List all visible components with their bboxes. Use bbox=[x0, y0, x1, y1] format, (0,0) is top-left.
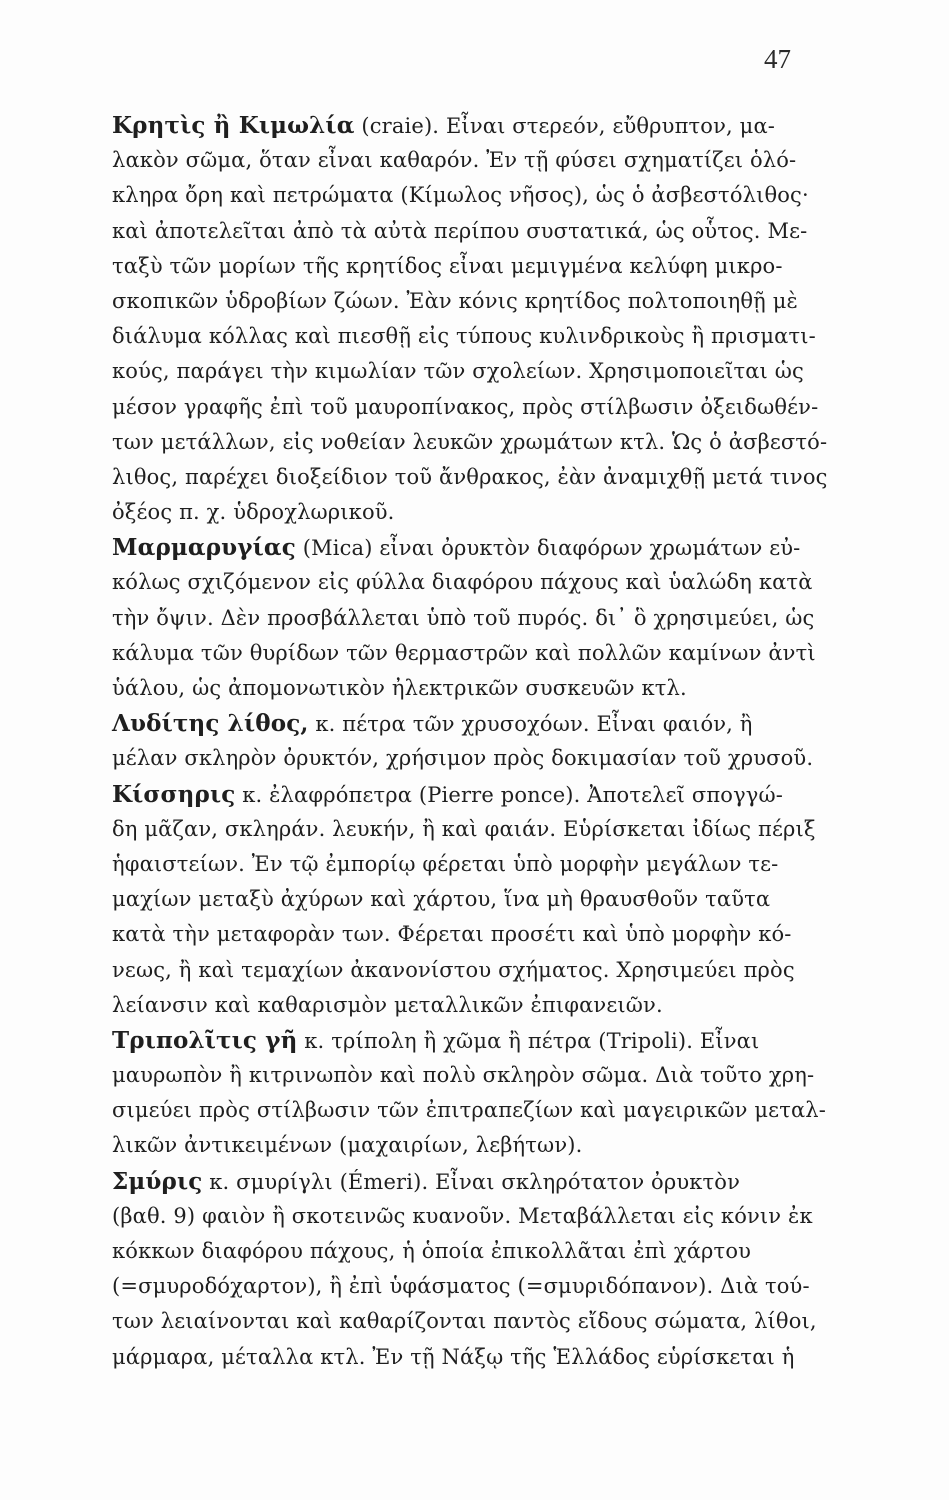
text-line: ἡφαιστείων. Ἐν τῷ ἐμπορίῳ φέρεται ὑπὸ μορφὴν μεγάλων τε- bbox=[112, 851, 779, 876]
text-line: λακὸν σῶμα, ὅταν εἶναι καθαρόν. Ἐν τῇ φύσει σχηματίζει ὁλό- bbox=[112, 148, 797, 173]
text-line: καὶ ἀποτελεῖται ἀπὸ τὰ αὐτὰ περίπου συστατικά, ὡς οὗτος. Με- bbox=[112, 218, 808, 243]
entry-first-line bbox=[112, 530, 800, 565]
entry-text: κ. πέτρα τῶν χρυσοχόων. Εἶναι φαιόν, ἢ bbox=[308, 712, 753, 737]
text-line: (=σμυροδόχαρτον), ἢ ἐπὶ ὑφάσματος (=σμυριδόπανον). Διὰ τού- bbox=[112, 1274, 810, 1299]
text-line: κάλυμα τῶν θυρίδων τῶν θερμαστρῶν καὶ πολλῶν καμίνων ἀντὶ bbox=[112, 640, 816, 665]
text-line: δη μᾶζαν, σκληράν. λευκήν, ἢ καὶ φαιάν. Εὑρίσκεται ἰδίως πέριξ bbox=[112, 816, 816, 841]
text-line: ὀξέος π. χ. ὑδροχλωρικοῦ. bbox=[112, 500, 395, 525]
page-body-text bbox=[112, 108, 828, 1375]
entry-first-line bbox=[112, 108, 800, 143]
text-line: σκοπικῶν ὑδροβίων ζώων. Ἐὰν κόνις κρητίδος πολτοποιηθῇ μὲ bbox=[112, 288, 798, 313]
text-line: κληρα ὄρη καὶ πετρώματα (Κίμωλος νῆσος), ὡς ὁ ἀσβεστόλιθος· bbox=[112, 183, 809, 208]
text-line: λιθος, παρέχει διοξείδιον τοῦ ἄνθρακος, ἐὰν ἀναμιχθῇ μετά τινος bbox=[112, 464, 828, 489]
entry-text: (craie). Εἶναι στερεόν, εὔθρυπτον, μα- bbox=[354, 114, 776, 138]
entry-text: κ. ἐλαφρόπετρα (Pierre ponce). Ἀποτελεῖ σπογγώ- bbox=[235, 782, 783, 807]
text-line: των λειαίνονται καὶ καθαρίζονται παντὸς εἴδους σώματα, λίθοι, bbox=[112, 1309, 817, 1334]
text-line: νεως, ἢ καὶ τεμαχίων ἀκανονίστου σχήματος. Χρησιμεύει πρὸς bbox=[112, 957, 795, 982]
text-line: μάρμαρα, μέταλλα κτλ. Ἐν τῇ Νάξῳ τῆς Ἑλλάδος εὑρίσκεται ἡ bbox=[112, 1344, 795, 1369]
entry-first-line bbox=[112, 777, 800, 812]
text-line: ταξὺ τῶν μορίων τῆς κρητίδος εἶναι μεμιγμένα κελύφη μικρο- bbox=[112, 253, 783, 278]
entry-term: Τριπολῖτις γῆ bbox=[112, 1026, 298, 1054]
entry-first-line bbox=[112, 1164, 800, 1199]
entry-term: Κρητὶς ἢ Κιμωλία bbox=[112, 112, 355, 139]
text-line: των μετάλλων, εἰς νοθείαν λευκῶν χρωμάτων κτλ. Ὡς ὁ ἀσβεστό- bbox=[112, 429, 828, 454]
entry-term: Λυδίτης λίθος, bbox=[112, 710, 309, 738]
text-line: κόλως σχιζόμενον εἰς φύλλα διαφόρου πάχους καὶ ὑαλώδη κατὰ bbox=[112, 570, 813, 595]
text-line: λείανσιν καὶ καθαρισμὸν μεταλλικῶν ἐπιφανειῶν. bbox=[112, 992, 663, 1017]
text-line: διάλυμα κόλλας καὶ πιεσθῇ εἰς τύπους κυλινδρικοὺς ἢ πρισματι- bbox=[112, 324, 816, 349]
page-number: 47 bbox=[764, 44, 791, 74]
entry-text: κ. σμυρίγλι (Émeri). Εἶναι σκληρότατον ὀρυκτὸν bbox=[202, 1169, 741, 1194]
text-line: μέλαν σκληρὸν ὀρυκτόν, χρήσιμον πρὸς δοκιμασίαν τοῦ χρυσοῦ. bbox=[112, 746, 814, 771]
entry-term: Μαρμαρυγίας bbox=[112, 534, 296, 562]
text-line: κόκκων διαφόρου πάχους, ἡ ὁποία ἐπικολλᾶται ἐπὶ χάρτου bbox=[112, 1239, 752, 1263]
text-line: τὴν ὄψιν. Δὲν προσβάλλεται ὑπὸ τοῦ πυρός. δι᾽ ὃ χρησιμεύει, ὡς bbox=[112, 605, 815, 630]
text-line: κούς, παράγει τὴν κιμωλίαν τῶν σχολείων. Χρησιμοποιεῖται ὡς bbox=[112, 359, 804, 384]
entry-term: Σμύρις bbox=[112, 1167, 203, 1195]
entry-text: (Mica) εἶναι ὀρυκτὸν διαφόρων χρωμάτων εὐ- bbox=[295, 536, 801, 561]
text-line: μαυρωπὸν ἢ κιτρινωπὸν καὶ πολὺ σκληρὸν σῶμα. Διὰ τοῦτο χρη- bbox=[112, 1063, 815, 1088]
text-line: σιμεύει πρὸς στίλβωσιν τῶν ἐπιτραπεζίων καὶ μαγειρικῶν μεταλ- bbox=[112, 1098, 827, 1123]
entry-first-line bbox=[112, 706, 800, 741]
entry-first-line bbox=[112, 1023, 800, 1058]
text-line: μέσον γραφῆς ἐπὶ τοῦ μαυροπίνακος, πρὸς στίλβωσιν ὀξειδωθέν- bbox=[112, 394, 819, 419]
text-line: κατὰ τὴν μεταφορὰν των. Φέρεται προσέτι καὶ ὑπὸ μορφὴν κό- bbox=[112, 922, 792, 947]
text-line: ὑάλου, ὡς ἀπομονωτικὸν ἠλεκτρικῶν συσκευῶν κτλ. bbox=[112, 676, 687, 700]
text-line: (βαθ. 9) φαιὸν ἢ σκοτεινῶς κυανοῦν. Μεταβάλλεται εἰς κόνιν ἐκ bbox=[112, 1203, 813, 1228]
entry-term: Κίσσηρις bbox=[112, 780, 236, 808]
text-line: λικῶν ἀντικειμένων (μαχαιρίων, λεβήτων). bbox=[112, 1133, 583, 1158]
entry-text: κ. τρίπολη ἢ χῶμα ἢ πέτρα (Tripoli). Εἶναι bbox=[297, 1028, 760, 1053]
text-line: μαχίων μεταξὺ ἀχύρων καὶ χάρτου, ἵνα μὴ θραυσθοῦν ταῦτα bbox=[112, 887, 771, 912]
